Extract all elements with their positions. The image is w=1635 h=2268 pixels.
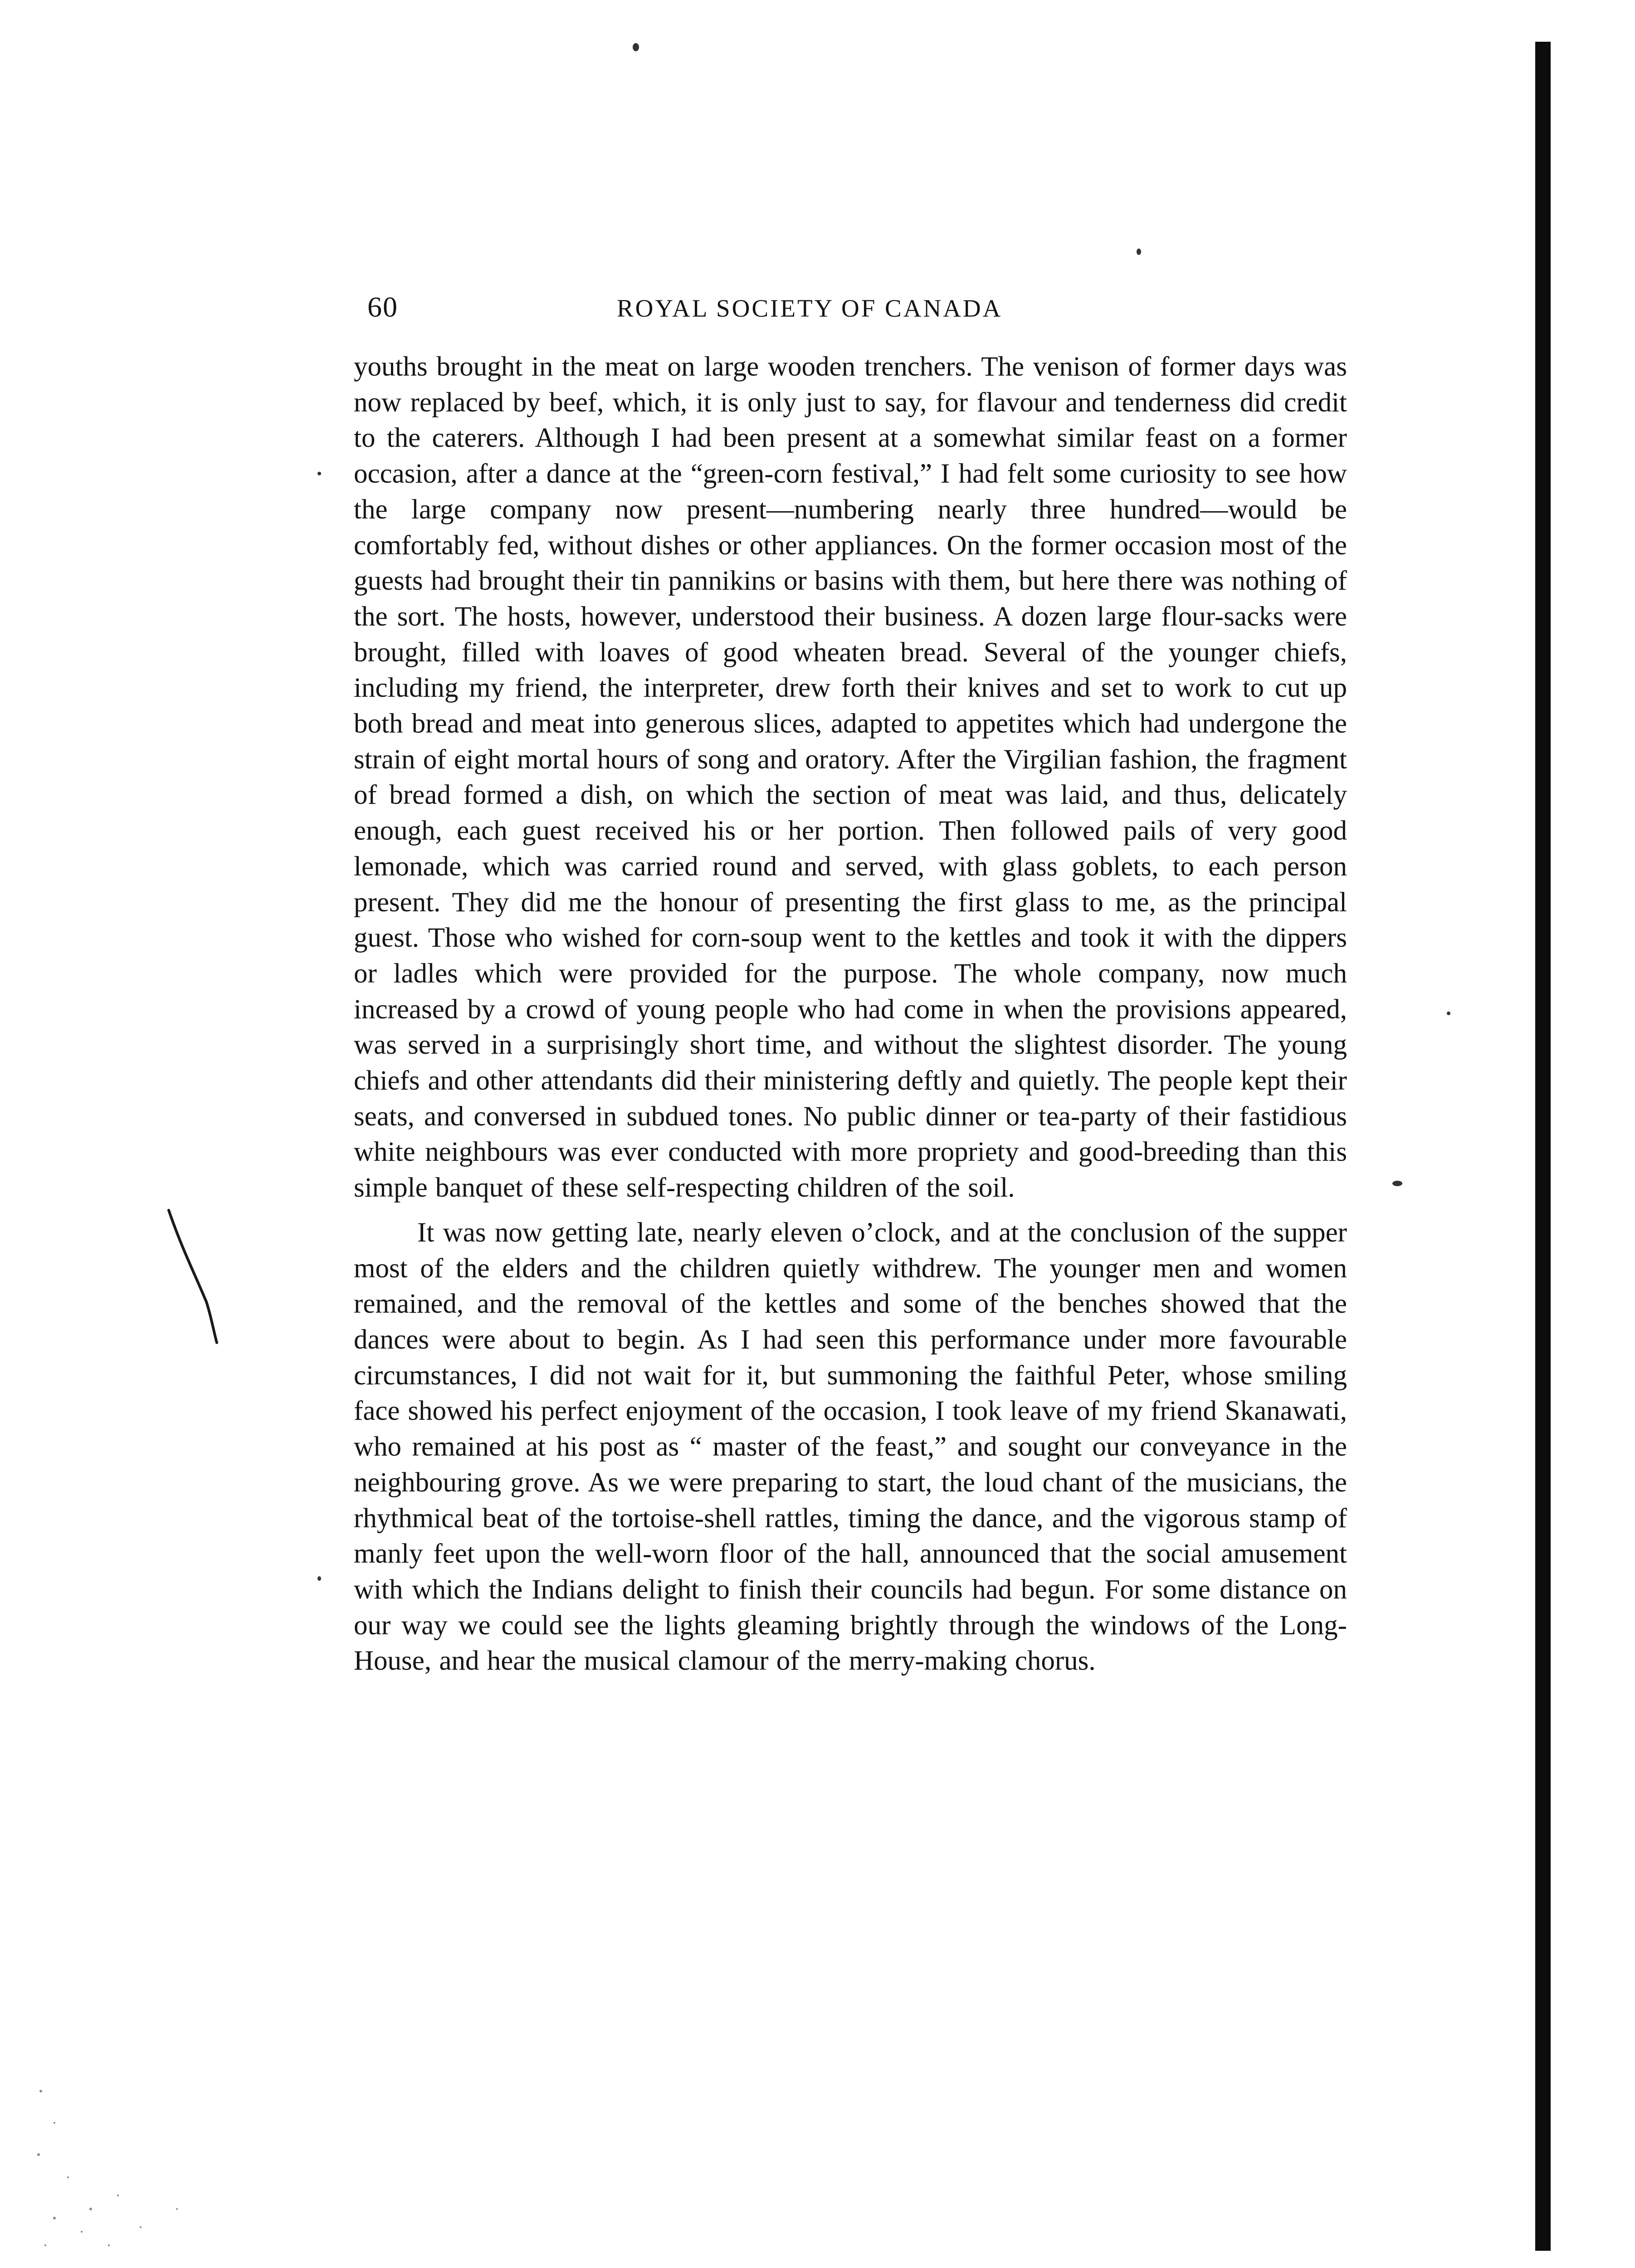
body-text [354,349,1347,1679]
scan-speck [1392,1181,1402,1186]
scan-dust [27,2073,218,2254]
running-head: ROYAL SOCIETY OF CANADA [617,294,1003,322]
pen-stroke-mark [163,1207,227,1352]
scan-speck [1137,249,1141,255]
scan-speck [633,43,639,51]
scan-speck [317,1576,321,1581]
paragraph-2: It was now getting late, nearly eleven o’clock, and at the conclusion of the supper most of the elders and the children quietly withdrew. The younger men and women remained, and the removal of the kettles and some of the benches showed that the dances were about to begin. As I had seen this performance under more favourable circumstances, I did not wait for it, but summoning the faithful Peter, whose smiling face showed his perfect enjoyment of the occasion, I took leave of my friend Skanawati, who remained at his post as “ master of the feast,” and sought our conveyance in the neighbouring grove. As we were preparing to start, the loud chant of the musicians, the rhythmical beat of the tortoise-shell rattles, timing the dance, and the vigorous stamp of manly feet upon the well-worn floor of the hall, announced that the social amusement with which the Indians delight to finish their councils had begun. For some distance on our way we could see the lights gleaming brightly through the windows of the Long-House, and hear the musical clamour of the merry-making chorus. [354,1217,1347,1677]
paragraph-1: youths brought in the meat on large wooden trenchers. The venison of former days was now replaced by beef, which, it is only just to say, for flavour and tenderness did credit to the caterers. Although I had been present at a somewhat similar feast on a former occasion, after a dance at the “green-corn festival,” I had felt some curiosity to see how the large company now present—numbering nearly three hundred—would be comfortably fed, without dishes or other appliances. On the former occasion most of the guests had brought their tin pannikins or basins with them, but here there was nothing of the sort. The hosts, however, understood their business. A dozen large flour-sacks were brought, filled with loaves of good wheaten bread. Several of the younger chiefs, including my friend, the interpreter, drew forth their knives and set to work to cut up both bread and meat into generous slices, adapted to appetites which had undergone the strain of eight mortal hours of song and oratory. After the Virgilian fashion, the fragment of bread formed a dish, on which the section of meat was laid, and thus, delicately enough, each guest received his or her portion. Then followed pails of very good lemonade, which was carried round and served, with glass goblets, to each person present. They did me the honour of presenting the first glass to me, as the principal guest. Those who wished for corn-soup went to the kettles and took it with the dippers or ladles which were provided for the purpose. The whole company, now much increased by a crowd of young people who had come in when the provisions appeared, was served in a surprisingly short time, and without the slightest disorder. The young chiefs and other attendants did their ministering deftly and quietly. The people kept their seats, and conversed in subdued tones. No public dinner or tea-party of their fastidious white neighbours was ever conducted with more propriety and good-breeding than this simple banquet of these self-respecting children of the soil. [354,352,1347,1203]
scan-speck [317,472,321,475]
scan-speck [1447,1012,1450,1015]
page-header [367,290,1157,327]
binding-shadow [1535,42,1551,2251]
page-number: 60 [367,291,398,323]
